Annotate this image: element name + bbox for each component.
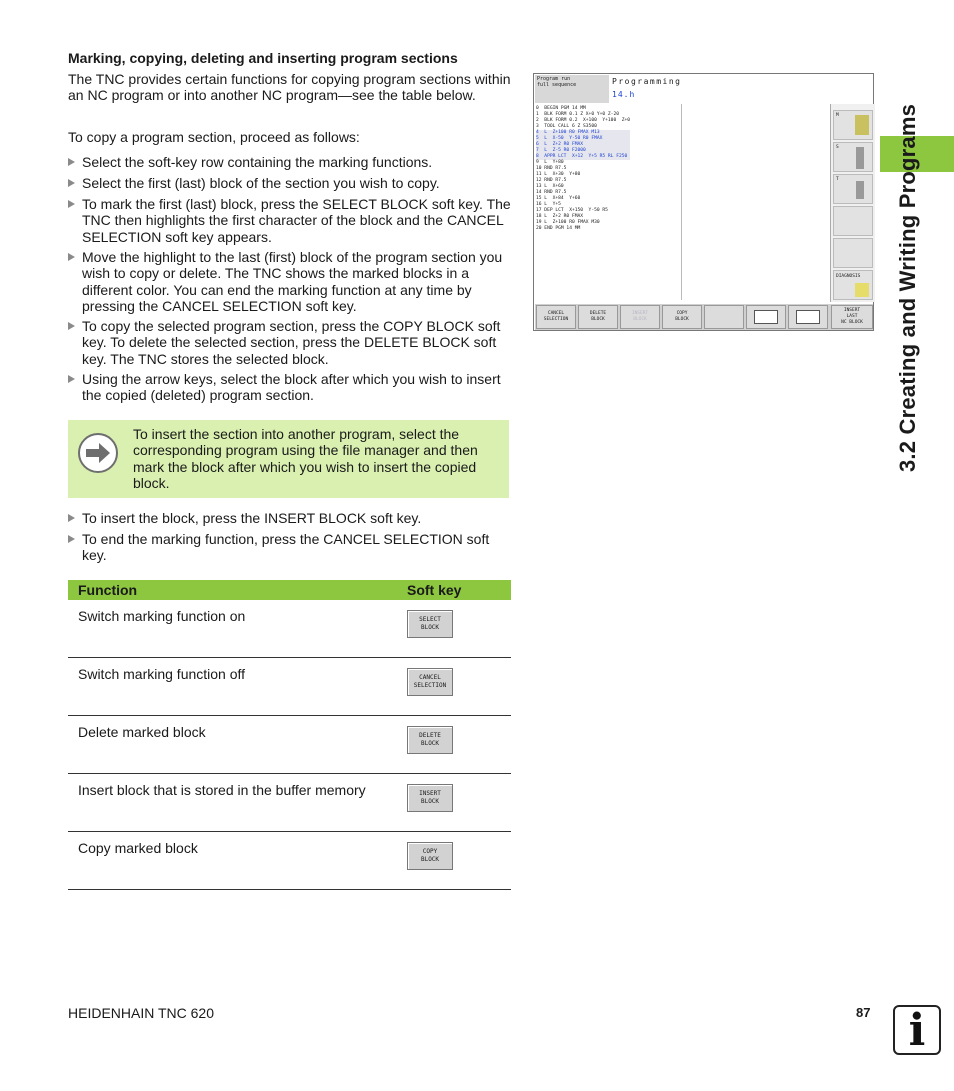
bullet-arrow-icon [68,514,75,522]
bullet-arrow-icon [68,322,75,330]
step-item: To copy the selected program section, press the COPY BLOCK soft key. To delete the selected section, press the DELETE BLOCK soft key. The TNC stores the selected block. [68,318,514,367]
softkey-delete-block[interactable]: DELETE BLOCK [407,726,453,754]
screen-softkey-page-up[interactable] [788,305,828,329]
table-row [68,600,511,658]
function-name: Switch marking function off [68,658,407,716]
program-line[interactable]: 3 TOOL CALL 6 Z S3500 [536,124,597,129]
program-listing [536,106,630,232]
tool-icon [856,181,864,199]
table-row [68,716,511,774]
program-line[interactable]: 0 BEGIN PGM 14 MM [536,106,586,111]
program-line[interactable]: 12 RND R7.5 [536,178,567,183]
column-header-softkey: Soft key [407,580,511,600]
bullet-arrow-icon [68,179,75,187]
spindle-icon [855,115,869,135]
function-name: Switch marking function on [68,600,407,658]
screen-filename: 14.h [612,90,636,99]
screen-softkey-copy-block[interactable]: COPY BLOCK [662,305,702,329]
step-item: Select the first (last) block of the section you wish to copy. [68,175,514,191]
table-row [68,774,511,832]
step-item: To insert the block, press the INSERT BLOCK soft key. [68,510,514,526]
screen-mode-label: Program run full sequence [535,75,609,103]
screen-softkey-page-down[interactable] [746,305,786,329]
function-name: Delete marked block [68,716,407,774]
screen-softkey-blank[interactable] [704,305,744,329]
softkey-insert-block[interactable]: INSERT BLOCK [407,784,453,812]
function-name: Copy marked block [68,832,407,890]
side-softkey-diagnosis[interactable]: DIAGNOSIS [833,270,873,300]
bullet-arrow-icon [68,200,75,208]
chapter-title: 3.2 Creating and Writing Programs [895,103,920,472]
page-up-icon [796,310,820,324]
program-line[interactable]: 19 L Z+100 R0 FMAX M30 [536,220,600,225]
function-table [68,580,511,890]
table-row [68,832,511,890]
section-heading: Marking, copying, deleting and inserting program sections [68,50,458,66]
screen-side-panel [830,104,875,302]
bullet-arrow-icon [68,253,75,261]
bullet-arrow-icon [68,158,75,166]
note-box [68,420,509,498]
program-line[interactable]: 9 L Y+80 [536,160,564,165]
program-line[interactable]: 18 L Z+2 R0 FMAX [536,214,584,219]
screen-divider [681,104,682,300]
page-down-icon [754,310,778,324]
side-softkey-s[interactable]: S [833,142,873,172]
footer-product: HEIDENHAIN TNC 620 [68,1005,215,1021]
side-softkey-blank[interactable] [833,206,873,236]
step-item: Select the soft-key row containing the marking functions. [68,154,514,170]
screen-softkey-cancel-selection[interactable]: CANCEL SELECTION [536,305,576,329]
bullet-arrow-icon [68,535,75,543]
softkey-cancel-selection[interactable]: CANCEL SELECTION [407,668,453,696]
function-name: Insert block that is stored in the buffer memory [68,774,407,832]
program-line[interactable]: 1 BLK FORM 0.1 Z X+0 Y+0 Z-20 [536,112,619,117]
screen-softkey-row [535,304,873,330]
program-line[interactable]: 15 L X+84 Y+60 [536,196,581,201]
side-softkey-m[interactable]: M [833,110,873,140]
screen-softkey-insert-last-nc-block[interactable]: INSERT LAST NC BLOCK [831,305,873,329]
program-line[interactable]: 20 END PGM 14 MM [536,226,581,231]
program-line[interactable]: 2 BLK FORM 0.2 X+100 Y+100 Z+0 [536,118,631,123]
program-line[interactable]: 4 L Z+100 R0 FMAX M13 [536,130,630,136]
program-line[interactable]: 17 DEP LCT X+150 Y-50 R5 [536,208,608,213]
tool-icon [856,147,864,169]
note-arrow-icon [78,433,118,473]
softkey-copy-block[interactable]: COPY BLOCK [407,842,453,870]
diagnosis-icon [855,283,869,297]
bullet-arrow-icon [68,375,75,383]
program-line[interactable]: 10 RND R7.5 [536,166,567,171]
program-line[interactable]: 14 RND R7.5 [536,190,567,195]
page-number: 87 [856,1005,871,1020]
intro-paragraph: The TNC provides certain functions for copying program sections within an NC program or into another NC program—see the table below. [68,71,511,104]
note-text: To insert the section into another program, select the corresponding program using the file manager and then mark the block after which you wish to insert the copied block. [133,426,478,491]
tnc-screen-illustration [533,73,874,331]
step-item: Move the highlight to the last (first) block of the program section you wish to copy or delete. The TNC shows the marked blocks in a different color. You can end the marking function at any time by pressing the CANCEL SELECTION soft key. [68,249,514,314]
softkey-select-block[interactable]: SELECT BLOCK [407,610,453,638]
screen-softkey-insert-block[interactable]: INSERT BLOCK [620,305,660,329]
column-header-function: Function [68,580,407,600]
program-line[interactable]: 11 L X+30 Y+80 [536,172,581,177]
program-line[interactable]: 7 L Z-5 R0 F2000 [536,148,630,154]
program-line[interactable]: 16 L Y+5 [536,202,561,207]
step-item: To mark the first (last) block, press the SELECT BLOCK soft key. The TNC then highlights the first character of the block and the CANCEL SELECTION soft key appears. [68,196,514,245]
info-icon: i [893,1005,941,1055]
step-item: To end the marking function, press the CANCEL SELECTION soft key. [68,531,514,564]
table-row [68,658,511,716]
screen-title: Programming [612,77,682,86]
procedure-intro: To copy a program section, proceed as follows: [68,129,360,145]
side-softkey-t[interactable]: T [833,174,873,204]
program-line[interactable]: 6 L Z+2 R0 FMAX [536,142,630,148]
screen-softkey-delete-block[interactable]: DELETE BLOCK [578,305,618,329]
step-item: Using the arrow keys, select the block after which you wish to insert the copied (deleted) program section. [68,371,514,404]
program-line[interactable]: 8 APPR LCT X+12 Y+5 R5 RL F250 [536,154,630,160]
side-softkey-blank[interactable] [833,238,873,268]
program-line[interactable]: 5 L X-50 Y-50 R0 FMAX [536,136,630,142]
program-line[interactable]: 13 L X+60 [536,184,564,189]
